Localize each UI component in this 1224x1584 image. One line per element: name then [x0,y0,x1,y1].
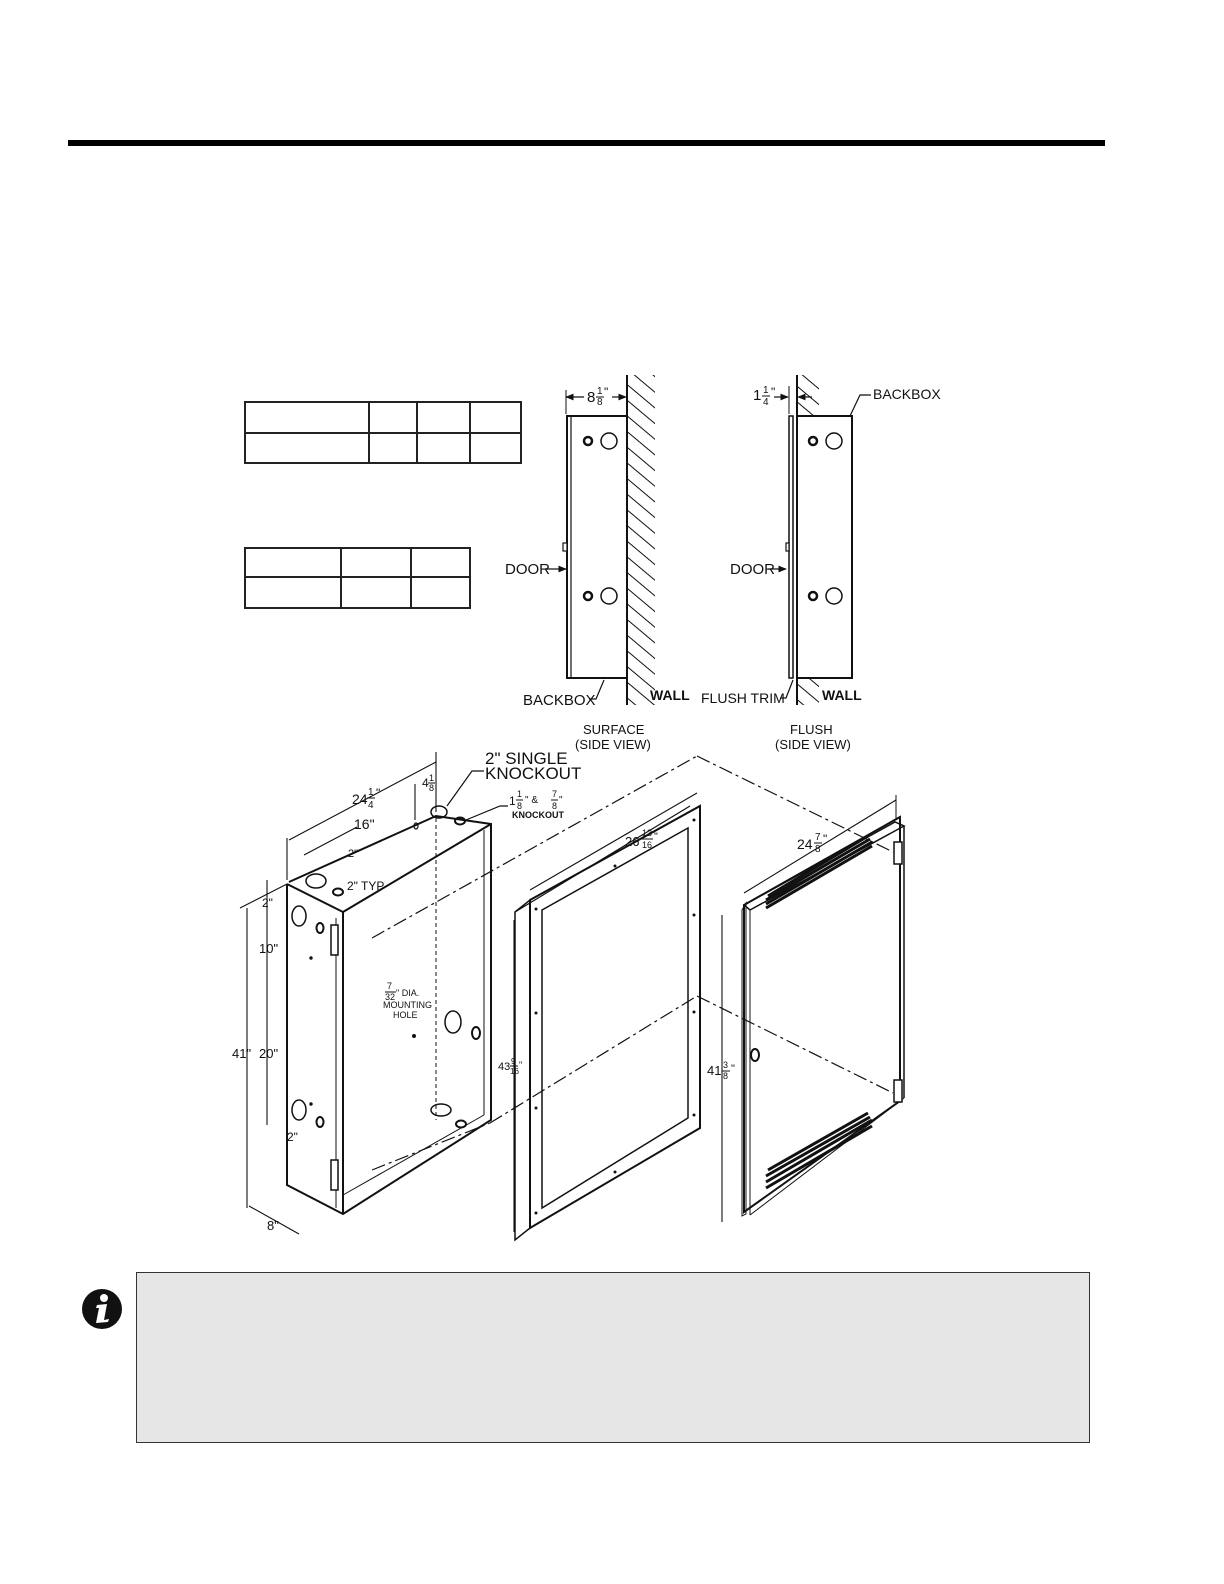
knockout-hole [292,1100,306,1120]
trim-w-den: 16 [642,840,653,850]
mount-den: 32 [385,992,396,1002]
knockout-small [809,437,817,445]
wall-label: WALL [822,687,862,703]
door-louvers [766,836,872,1188]
backbox-outline [797,416,852,678]
dim-4-num: 1 [429,773,435,783]
flush-trim-panel [515,806,700,1240]
door-label: DOOR [730,561,775,578]
door-w-num: 7 [815,832,821,843]
surface-caption-sub: (SIDE VIEW) [575,737,651,752]
knockout-hole [317,923,324,933]
wall-label: WALL [650,687,690,703]
dim-10: 10" [259,941,279,956]
backbox-leader [850,395,871,416]
wall-hatch [797,678,819,705]
dim-4-den: 8 [429,783,435,793]
flush-caption-sub: (SIDE VIEW) [775,737,851,752]
ko-amp: " & [525,795,538,806]
door-h-inch: " [731,1063,735,1075]
knockout-hole [292,906,306,926]
trim-h-num: 9 [511,1057,516,1066]
door-label: DOOR [505,561,550,578]
dim-2c: 2" [287,1130,298,1144]
surface-caption: SURFACE [583,722,645,737]
trim-w-num: 13 [642,828,653,838]
dim-16: 16" [354,816,375,832]
knockout-small [809,592,817,600]
trim-h-den: 16 [510,1067,519,1076]
trim-w-whole: 26 [625,834,640,849]
knockout-hole [317,1117,324,1127]
knockout-small [584,437,592,445]
dim-4-whole: 4 [422,776,429,790]
ko-whole: 1 [509,794,516,808]
dim-41: 41" [232,1046,252,1061]
depth-whole: 8 [587,389,596,406]
door-h-num: 3 [723,1060,729,1070]
dim-24-inch: " [376,786,381,800]
ko-inch: " [559,795,563,806]
mount-label: MOUNTING [383,1000,432,1010]
dim-2typ: 2" TYP [347,879,385,893]
knockout-large [601,588,617,604]
ko-den: 8 [517,801,523,811]
isometric-backbox [287,806,491,1214]
mount-num: 7 [387,981,393,991]
flush-side-view [701,375,941,752]
flush-trim-label: FLUSH TRIM [701,690,785,706]
ko-num: 1 [517,789,523,799]
backbox-label: BACKBOX [873,386,941,402]
door-hinge [563,543,567,551]
dim-8: 8" [267,1218,279,1233]
flush-caption: FLUSH [790,722,833,737]
trim-w-inch: " [654,831,658,843]
depth-den: 8 [597,397,603,408]
knockout-large [826,588,842,604]
backbox-label: BACKBOX [523,692,596,709]
knockout-small [584,592,592,600]
dim-24-num: 1 [368,787,374,798]
dim-24-whole: 24 [352,791,368,807]
wall-hatch [627,375,655,705]
wall-hatch [797,375,819,415]
door-w-den: 8 [815,844,821,855]
knockout-hole [306,874,326,888]
dim-20: 20" [259,1046,279,1061]
backbox-outline [567,416,627,678]
knockout-large [826,433,842,449]
single-knockout-label: 2" SINGLE [485,749,568,768]
knockout-leader [447,771,484,806]
trim-screw-holes [535,819,696,1215]
trim-h-whole: 43 [498,1061,511,1073]
mount-dia: " DIA. [396,988,420,998]
dim-2b: 2" [262,896,273,910]
depth-num: 1 [597,386,603,397]
single-knockout-label-2: KNOCKOUT [485,764,582,783]
note-box [136,1272,1090,1443]
door-h-den: 8 [723,1071,729,1081]
dim-2a: 2" [348,848,359,860]
trim-depth-whole: 1 [753,387,762,404]
ko-label: KNOCKOUT [512,810,564,820]
info-icon [80,1287,124,1331]
depth-inch: " [604,385,609,399]
ko-num2: 7 [552,789,558,799]
door-hinge [786,543,789,551]
mount-label-2: HOLE [393,1010,418,1020]
knockout-large [601,433,617,449]
trim-depth-inch: " [771,385,776,399]
ko-den2: 8 [552,801,558,811]
knockout-hole [333,889,343,896]
trim-depth-num: 1 [763,385,769,396]
door-h-whole: 41 [707,1063,722,1078]
surface-side-view [505,375,690,752]
dim-24-den: 4 [368,800,374,811]
trim-h-inch: " [519,1060,523,1070]
trim-depth-den: 4 [763,397,769,408]
door-w-whole: 24 [797,836,813,852]
door-w-inch: " [823,832,828,846]
